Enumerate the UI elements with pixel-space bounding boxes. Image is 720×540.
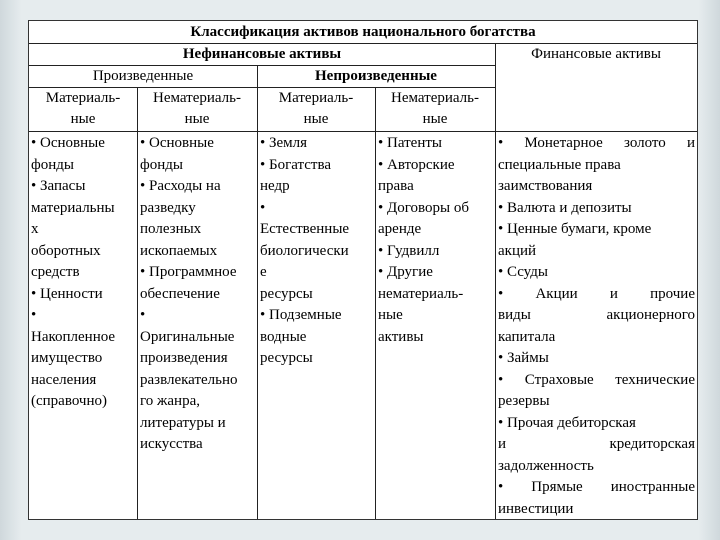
- cell-line: • Прочая дебиторская: [498, 414, 636, 431]
- cell-line: средств: [31, 264, 80, 280]
- column-produced-material: [31, 133, 135, 413]
- cell-line: • Договоры об: [378, 199, 469, 216]
- cell-line: имущество: [31, 350, 103, 366]
- column-nonproduced-material: [260, 133, 373, 370]
- cell-line: • Программное: [140, 264, 237, 280]
- rule-col-1-2: [137, 87, 138, 519]
- cell-line: искусства: [140, 436, 203, 452]
- cell-line: • Авторские: [378, 156, 455, 173]
- produced-header: Произведенные: [92, 68, 194, 84]
- cell-line: разведку: [140, 199, 196, 216]
- cell-line: Естественные: [260, 221, 350, 237]
- rule-nonfinancial-financial: [495, 43, 496, 519]
- subheader-c3-line1: Материаль-: [278, 90, 354, 106]
- cell-line: •: [140, 307, 146, 323]
- nonproduced-header: Непроизведенные: [315, 68, 437, 84]
- table-title: Классификация активов национального богатства: [190, 24, 536, 40]
- classification-table: [28, 20, 698, 520]
- cell-line: (справочно): [31, 393, 107, 409]
- cell-line: • Запасы: [31, 178, 86, 194]
- cell-line: полезных: [140, 221, 202, 237]
- cell-line: акций: [498, 242, 537, 259]
- cell-line: • Земля: [260, 135, 308, 151]
- cell-line: произведения: [140, 350, 228, 366]
- cell-line: ресурсы: [260, 285, 313, 302]
- cell-line: • Монетарное золото и: [498, 135, 695, 151]
- rule-col-3-4: [375, 87, 376, 519]
- cell-line: х: [31, 221, 39, 237]
- cell-line: материальны: [31, 199, 115, 216]
- cell-line: фонды: [140, 156, 183, 173]
- subheader-c4-line2: ные: [422, 111, 448, 127]
- cell-line: • Ссуды: [498, 264, 548, 280]
- cell-line: • Патенты: [378, 135, 442, 151]
- financial-header: Финансовые активы: [531, 46, 661, 62]
- cell-line: нематериаль-: [378, 285, 464, 302]
- cell-line: • Займы: [498, 350, 549, 366]
- subheader-c1-line2: ные: [70, 111, 96, 127]
- cell-line: биологически: [260, 242, 349, 259]
- cell-line: населения: [31, 371, 97, 388]
- cell-line: • Основные: [140, 135, 214, 151]
- cell-line: задолженность: [498, 457, 594, 474]
- column-financial-assets: [498, 133, 695, 520]
- cell-line: ные: [378, 307, 403, 323]
- cell-line: водные: [260, 328, 307, 345]
- rule-produced-nonproduced: [257, 65, 258, 519]
- column-nonproduced-intangible: [378, 133, 493, 348]
- cell-line: • Акции и прочие: [498, 285, 695, 302]
- cell-line: •: [31, 307, 37, 323]
- cell-line: аренде: [378, 221, 422, 237]
- cell-line: • Другие: [378, 264, 433, 280]
- rule-under-subheaders: [29, 131, 697, 132]
- column-produced-intangible: [140, 133, 255, 456]
- cell-line: оборотных: [31, 242, 101, 259]
- cell-line: го жанра,: [140, 393, 200, 409]
- subheader-c4-line1: Нематериаль-: [390, 90, 479, 106]
- cell-line: • Ценные бумаги, кроме: [498, 221, 652, 237]
- subheader-c3-line2: ные: [303, 111, 329, 127]
- cell-line: • Валюта и депозиты: [498, 199, 632, 216]
- cell-line: Накопленное: [31, 328, 116, 345]
- cell-line: • Расходы на: [140, 178, 221, 194]
- cell-line: •: [260, 199, 266, 216]
- cell-line: недр: [260, 178, 290, 194]
- cell-line: • Страховые технические: [498, 371, 695, 388]
- cell-line: фонды: [31, 156, 74, 173]
- cell-line: капитала: [498, 328, 556, 345]
- cell-line: резервы: [498, 393, 550, 409]
- cell-line: • Прямые иностранные: [498, 479, 695, 495]
- cell-line: • Богатства: [260, 156, 332, 173]
- cell-line: • Гудвилл: [378, 242, 440, 259]
- subheader-c2-line2: ные: [184, 111, 210, 127]
- cell-line: е: [260, 264, 267, 280]
- cell-line: литературы и: [140, 414, 226, 431]
- cell-line: специальные права: [498, 156, 621, 173]
- cell-line: обеспечение: [140, 285, 220, 302]
- nonfinancial-header: Нефинансовые активы: [182, 46, 342, 62]
- subheader-c1-line1: Материаль-: [45, 90, 121, 106]
- cell-line: • Основные: [31, 135, 105, 151]
- cell-line: инвестиции: [498, 500, 574, 517]
- cell-line: • Ценности: [31, 285, 103, 302]
- subheader-c2-line1: Нематериаль-: [152, 90, 241, 106]
- cell-line: Оригинальные: [140, 328, 235, 345]
- cell-line: виды акционерного: [498, 307, 695, 323]
- cell-line: • Подземные: [260, 307, 342, 323]
- cell-line: ресурсы: [260, 350, 313, 366]
- cell-line: активы: [378, 328, 424, 345]
- cell-line: права: [378, 178, 414, 194]
- cell-line: заимствования: [498, 178, 593, 194]
- cell-line: ископаемых: [140, 242, 218, 259]
- cell-line: развлекательно: [140, 371, 238, 388]
- cell-line: и кредиторская: [498, 436, 695, 452]
